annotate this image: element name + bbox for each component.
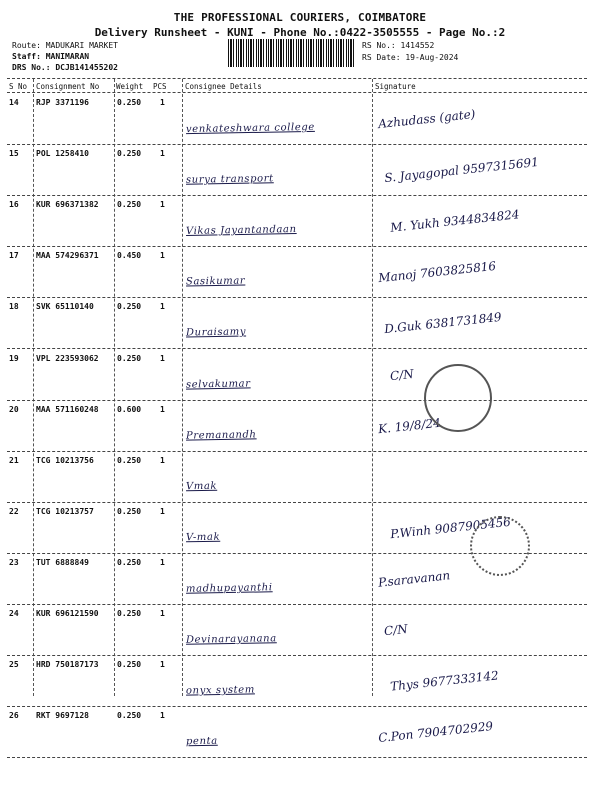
row-sno: 19: [9, 353, 19, 363]
row-consignment-no: KUR 696371382: [36, 200, 99, 210]
row-consignment-no: RJP 3371196: [36, 98, 89, 107]
row-signature: Azhudass (gate): [377, 106, 477, 132]
row-consignment-no: TCG 10213757: [36, 506, 94, 516]
row-pcs: 1: [160, 302, 165, 312]
row-consignment-no: KUR 696121590: [36, 609, 99, 618]
row-consignee: Vikas Jayantandaan: [185, 224, 297, 238]
row-pcs: 1: [160, 200, 165, 210]
row-signature: S. Jayagopal 9597315691: [383, 155, 540, 186]
route-value: MADUKARI MARKET: [45, 41, 118, 50]
row-pcs: 1: [160, 506, 165, 516]
row-signature: Thys 9677333142: [389, 668, 500, 694]
row-pcs: 1: [160, 660, 165, 670]
advocate-stamp: [424, 364, 492, 432]
row-consignee: Devinarayanana: [185, 633, 277, 646]
row-signature: K. 19/8/24: [377, 415, 442, 436]
rs-date-value: 19-Aug-2024: [405, 53, 459, 62]
row-weight: 0.250: [117, 353, 142, 363]
table-row: [0, 605, 600, 656]
row-sno: 25: [9, 660, 19, 670]
row-weight: 0.450: [117, 251, 142, 261]
row-consignment-no: SVK 65110140: [36, 302, 94, 312]
row-consignee: Duraisamy: [185, 326, 247, 339]
row-consignment-no: TUT 6888849: [36, 557, 89, 567]
row-consignee: Vmak: [185, 480, 218, 492]
row-sno: 15: [9, 149, 19, 159]
col-header-weight: Weight: [116, 82, 144, 91]
row-signature: D.Guk 6381731849: [383, 310, 503, 337]
row-signature: C.Pon 7904702929: [377, 719, 494, 746]
table-row: [0, 247, 600, 298]
row-consignment-no: TCG 10213756: [36, 455, 94, 465]
row-consignment-no: HRD 750187173: [36, 660, 99, 670]
row-consignee: onyx system: [185, 684, 255, 697]
row-divider: [7, 757, 587, 758]
row-pcs: 1: [160, 711, 165, 721]
row-consignment-no: MAA 571160248: [36, 404, 99, 414]
barcode: [228, 39, 356, 67]
row-weight: 0.250: [117, 455, 142, 465]
row-consignee: madhupayanthi: [185, 582, 273, 595]
row-consignee: penta: [185, 735, 218, 748]
row-sno: 22: [9, 506, 19, 516]
row-sno: 24: [9, 609, 19, 618]
row-pcs: 1: [160, 404, 165, 414]
staff-line: Staff: MANIMARAN: [12, 52, 90, 61]
rs-no-line: RS No.: 1414552: [362, 41, 435, 50]
staff-value: MANIMARAN: [45, 52, 90, 61]
col-header-signature: Signature: [375, 82, 416, 91]
row-signature: C/N: [383, 621, 409, 639]
table-row: [0, 707, 600, 758]
drs-value: DCJB141455202: [55, 63, 118, 72]
row-pcs: 1: [160, 353, 165, 363]
col-header-sno: S No: [9, 82, 28, 91]
table-row: [0, 656, 600, 707]
row-consignee: Premanandh: [185, 428, 257, 442]
row-weight: 0.250: [117, 557, 142, 567]
row-pcs: 1: [160, 609, 165, 618]
row-weight: 0.250: [117, 711, 142, 721]
row-consignee: V-mak: [185, 531, 221, 544]
row-signature: P.Winh 9087905456: [389, 514, 512, 542]
row-consignee: selvakumar: [185, 377, 251, 391]
row-sno: 26: [9, 711, 19, 721]
row-signature: C/N: [389, 366, 415, 383]
row-weight: 0.250: [117, 660, 142, 670]
row-pcs: 1: [160, 557, 165, 567]
drs-line: DRS No.: DCJB141455202: [12, 63, 118, 72]
row-consignment-no: MAA 574296371: [36, 251, 99, 261]
row-consignment-no: POL 1258410: [36, 149, 89, 159]
row-consignee: Sasikumar: [185, 275, 246, 288]
row-sno: 21: [9, 455, 19, 465]
table-row: [0, 298, 600, 349]
table-row: [0, 94, 600, 145]
runsheet-subtitle: Delivery Runsheet - KUNI - Phone No.:0422-3505555 - Page No.:2: [94, 26, 506, 39]
row-signature: P.saravanan: [377, 568, 451, 590]
header-rule-bottom: [7, 92, 587, 93]
rs-date-line: RS Date: 19-Aug-2024: [362, 53, 459, 62]
row-sno: 23: [9, 557, 19, 567]
row-consignee: surya transport: [185, 173, 274, 186]
table-row: [0, 401, 600, 452]
col-header-pcs: PCS: [153, 82, 167, 91]
round-seal: [470, 516, 530, 576]
row-consignee: venkateshwara college: [185, 121, 315, 136]
table-row: [0, 145, 600, 196]
row-signature: M. Yukh 9344834824: [389, 207, 521, 235]
col-header-consignee: Consignee Details: [185, 82, 262, 91]
company-title: THE PROFESSIONAL COURIERS, COIMBATORE: [173, 11, 427, 24]
table-row: [0, 452, 600, 503]
row-pcs: 1: [160, 455, 165, 465]
row-weight: 0.250: [117, 98, 142, 107]
col-header-consignment: Consignment No: [36, 82, 100, 91]
route-line: Route: MADUKARI MARKET: [12, 41, 118, 50]
row-sno: 16: [9, 200, 19, 210]
row-pcs: 1: [160, 98, 165, 107]
row-consignment-no: VPL 223593062: [36, 353, 99, 363]
row-weight: 0.250: [117, 149, 142, 159]
header-rule-top: [7, 78, 587, 79]
row-pcs: 1: [160, 149, 165, 159]
row-weight: 0.250: [117, 609, 142, 618]
row-weight: 0.250: [117, 302, 142, 312]
row-weight: 0.250: [117, 506, 142, 516]
row-weight: 0.250: [117, 200, 142, 210]
row-pcs: 1: [160, 251, 165, 261]
table-row: [0, 196, 600, 247]
row-sno: 18: [9, 302, 19, 312]
row-sno: 17: [9, 251, 19, 261]
rs-no-value: 1414552: [400, 41, 435, 50]
row-sno: 14: [9, 98, 19, 107]
row-consignment-no: RKT 9697128: [36, 711, 89, 721]
table-row: [0, 350, 600, 401]
row-signature: Manoj 7603825816: [377, 259, 497, 286]
row-sno: 20: [9, 404, 19, 414]
row-weight: 0.600: [117, 404, 142, 414]
